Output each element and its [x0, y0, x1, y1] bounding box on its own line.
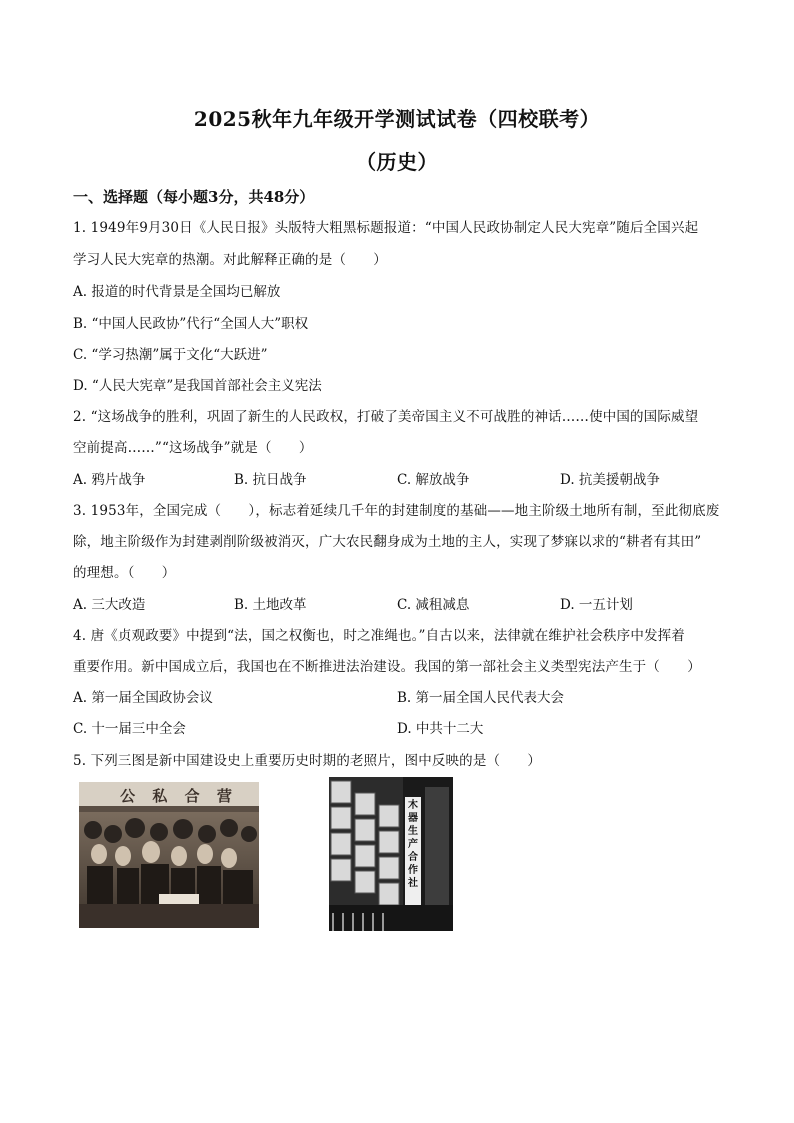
question-4-option-b[interactable]: B. 第一届全国人民代表大会 — [397, 690, 565, 706]
question-1-option-a[interactable]: A. 报道的时代背景是全国均已解放 — [73, 284, 281, 300]
question-3-line-2: 除，地主阶级作为封建剥削阶级被消灭，广大农民翻身成为土地的主人，实现了梦寐以求的“耕者有其田” — [73, 534, 702, 550]
section-heading: 一、选择题（每小题3分，共48分） — [73, 188, 315, 206]
question-1-option-c[interactable]: C. “学习热潮”属于文化“大跃进” — [73, 347, 268, 363]
question-2-line-1: 2. “这场战争的胜利，巩固了新生的人民政权，打破了美帝国主义不可战胜的神话……使中国的国际威望 — [73, 409, 699, 425]
photo-sign-text: 木器生产合作社 — [408, 800, 418, 889]
question-3-line-3: 的理想。（ ） — [73, 565, 176, 581]
paper-title: 2025秋年九年级开学测试试卷（四校联考） — [193, 107, 601, 131]
question-2-option-a[interactable]: A. 鸦片战争 — [73, 472, 146, 488]
question-4-line-2: 重要作用。新中国成立后，我国也在不断推进法治建设。我国的第一部社会主义类型宪法产生于（ ） — [73, 659, 701, 675]
question-3-option-d[interactable]: D. 一五计划 — [560, 597, 633, 613]
question-4-option-c[interactable]: C. 十一届三中全会 — [73, 721, 186, 737]
question-4-option-a[interactable]: A. 第一届全国政协会议 — [73, 690, 213, 706]
question-1-line-1: 1. 1949年9月30日《人民日报》头版特大粗黑标题报道：“中国人民政协制定人民大宪章”随后全国兴起 — [73, 220, 699, 236]
historical-photo-workshop — [329, 777, 453, 931]
question-3-line-1: 3. 1953年，全国完成（ ），标志着延续几千年的封建制度的基础——地主阶级土地所有制，至此彻底废 — [73, 503, 720, 519]
historical-photo-crowd — [79, 782, 259, 928]
question-1-option-b[interactable]: B. “中国人民政协”代行“全国人大”职权 — [73, 316, 309, 332]
question-1-option-d[interactable]: D. “人民大宪章”是我国首部社会主义宪法 — [73, 378, 322, 394]
question-5-line-1: 5. 下列三图是新中国建设史上重要历史时期的老照片，图中反映的是（ ） — [73, 753, 542, 769]
question-1-line-2: 学习人民大宪章的热潮。对此解释正确的是（ ） — [73, 252, 387, 268]
question-4-option-d[interactable]: D. 中共十二大 — [397, 721, 484, 737]
question-3-option-a[interactable]: A. 三大改造 — [73, 597, 146, 613]
question-3-option-b[interactable]: B. 土地改革 — [234, 597, 307, 613]
question-2-option-c[interactable]: C. 解放战争 — [397, 472, 470, 488]
paper-subject: （历史） — [356, 150, 438, 174]
question-2-option-d[interactable]: D. 抗美援朝战争 — [560, 472, 660, 488]
photo-banner-text: 公 私 合 营 — [120, 787, 238, 805]
question-4-line-1: 4. 唐《贞观政要》中提到“法，国之权衡也，时之准绳也。”自古以来，法律就在维护社会秩序中发挥着 — [73, 628, 685, 644]
question-2-option-b[interactable]: B. 抗日战争 — [234, 472, 307, 488]
question-2-line-2: 空前提高……”“这场战争”就是（ ） — [73, 440, 313, 456]
question-3-option-c[interactable]: C. 减租减息 — [397, 597, 470, 613]
